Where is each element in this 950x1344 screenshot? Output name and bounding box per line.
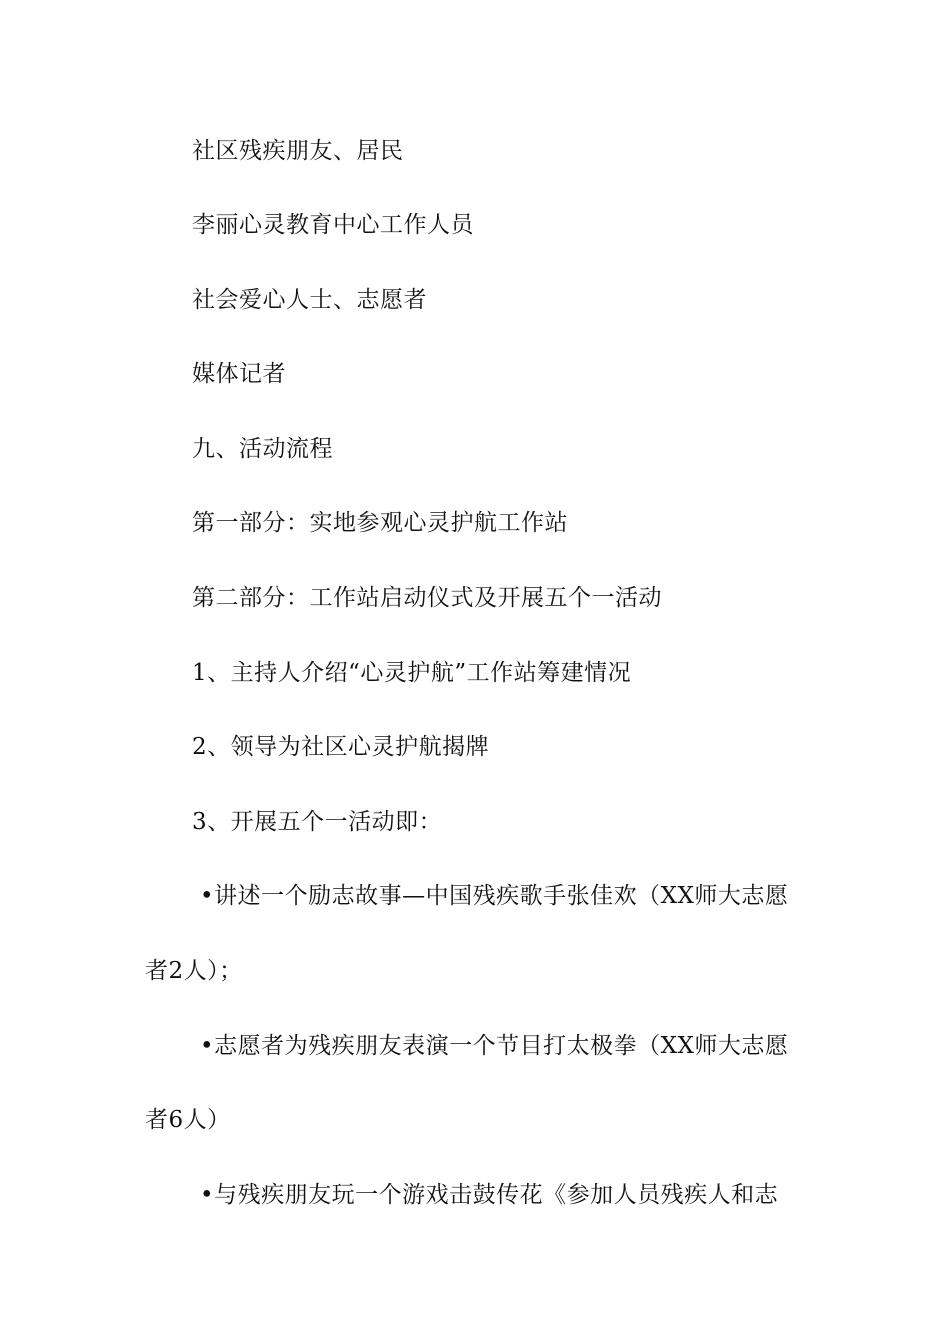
part-one: 第一部分：实地参观心灵护航工作站 (192, 510, 568, 536)
step-1: 1、主持人介绍“心灵护航”工作站筹建情况 (192, 660, 632, 686)
participant-disabled-residents: 社区残疾朋友、居民 (192, 138, 404, 164)
participant-volunteers: 社会爱心人士、志愿者 (192, 287, 427, 313)
bullet-game: •与残疾朋友玩一个游戏击鼓传花《参加人员残疾人和志 (200, 1182, 779, 1208)
bullet-story: •讲述一个励志故事—中国残疾歌手张佳欢（XX师大志愿 (200, 883, 789, 909)
bullet-performance-continued: 者6人） (145, 1107, 231, 1133)
part-two: 第二部分：工作站启动仪式及开展五个一活动 (192, 585, 662, 611)
participant-media: 媒体记者 (192, 361, 286, 387)
step-3: 3、开展五个一活动即： (192, 809, 443, 835)
bullet-performance: •志愿者为残疾朋友表演一个节目打太极拳（XX师大志愿 (200, 1033, 789, 1059)
step-2: 2、领导为社区心灵护航揭牌 (192, 734, 490, 760)
bullet-story-continued: 者2人）； (145, 958, 243, 984)
participant-center-staff: 李丽心灵教育中心工作人员 (192, 212, 474, 238)
section-heading-activity-flow: 九、活动流程 (192, 436, 333, 462)
